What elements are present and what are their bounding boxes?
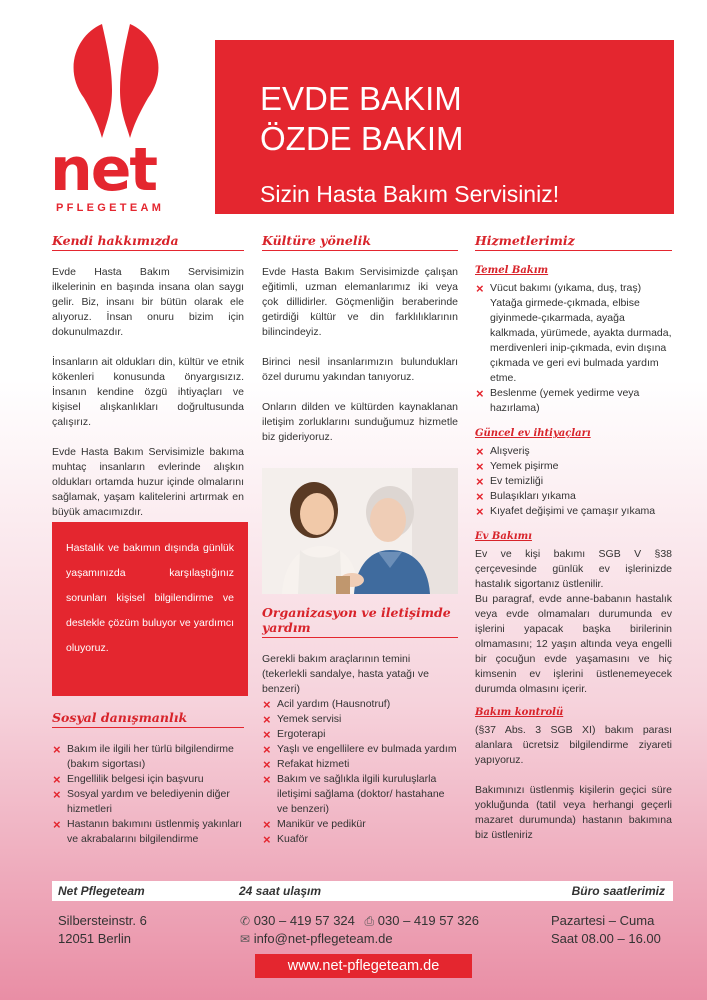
list-item: × Ergoterapi <box>262 727 458 742</box>
header-title-line1: EVDE BAKIM <box>260 80 462 117</box>
header-title-line2: ÖZDE BAKIM <box>260 120 464 157</box>
list-item: × Manikür ve pedikür <box>262 817 458 832</box>
website-link[interactable]: www.net-pflegeteam.de <box>255 954 472 978</box>
social-counseling-list <box>52 742 244 847</box>
list-item: × Yemek servisi <box>262 712 458 727</box>
footer-time: Saat 08.00 – 16.00 <box>551 931 661 946</box>
list-item: × Yaşlı ve engellilere ev bulmada yardım <box>262 742 458 757</box>
footer-email[interactable]: info@net-pflegeteam.de <box>253 931 393 946</box>
list-item: × Engellilik belgesi için başvuru <box>52 772 244 787</box>
culture-paragraph-3: Onların dilden ve kültürden kaynaklanan iletişim zorluklarını sunduğumuz hizmetle biz gideriyoruz. <box>262 401 458 443</box>
about-heading: Kendi hakkımızda <box>52 233 244 251</box>
list-item: × Kuaför <box>262 832 458 847</box>
basic-care-list <box>475 281 672 416</box>
culture-paragraph-2: Birinci nesil insanlarımızın bulundukları özel durumu yakından tanıyoruz. <box>262 356 458 383</box>
care-check-paragraph-2: Bakımınızı üstlenmiş kişilerin geçici süre yokluğunda (tatil veya herhangi geçerli mazaret durumunda) hastanın bakımına biz üstleniriz <box>475 784 672 841</box>
footer-office-hours <box>551 912 661 948</box>
organization-heading: Organizasyon ve iletişimde yardım <box>262 605 458 638</box>
list-item: × Bulaşıkları yıkama <box>475 489 672 504</box>
social-counseling-section <box>52 710 244 847</box>
footer-address <box>58 912 147 948</box>
household-list <box>475 444 672 519</box>
list-item: × Beslenme (yemek yedirme veya hazırlama) <box>475 386 672 416</box>
list-item: × Acil yardım (Hausnotruf) <box>262 697 458 712</box>
footer-fax: 030 – 419 57 326 <box>377 913 479 928</box>
organization-section <box>262 605 458 847</box>
services-section <box>475 233 672 843</box>
about-paragraph-1: Evde Hasta Bakım Servisimizin ilkelerinin en başında insana olan saygı gelir. Biz, insanı bir bütün olarak ele alıyoruz. İnsan onuru bizim için dokunulmazdır. <box>52 266 244 338</box>
footer-24h-label: 24 saat ulaşım <box>239 884 322 898</box>
list-item: × Bakım ile ilgili her türlü bilgilendirme (bakım sigortası) <box>52 742 244 772</box>
header-banner <box>215 40 674 214</box>
home-care-paragraph-2: Bu paragraf, evde anne-babanın hastalık veya evde olmamaları durumunda ev işlerini yapacak başka birilerinin olmamasını; 12 yaşın altında veya engelli bir çocuğun evde yaşamasını ve hiç kimsenin ev işlerini üstlenemeyecek durumda olmasını içerir. <box>475 593 672 695</box>
list-item: × Bakım ve sağlıkla ilgili kuruluşlarla iletişimi sağlama (doktor/ hastahane ve benzeri) <box>262 772 458 817</box>
about-section <box>52 233 244 520</box>
organization-list <box>262 697 458 847</box>
footer-label-bar <box>52 881 673 901</box>
home-care-paragraph-1: Ev ve kişi bakımı SGB V §38 çerçevesinde günlük ev işlerinizde hastalık sigortanız üstlenilir. <box>475 548 672 590</box>
culture-heading: Kültüre yönelik <box>262 233 458 251</box>
footer-office-hours-label: Büro saatlerimiz <box>571 884 665 898</box>
household-subheading: Güncel ev ihtiyaçları <box>475 428 591 439</box>
list-item: × Ev temizliği <box>475 474 672 489</box>
phone-icon: ✆ <box>240 914 251 928</box>
highlight-box: Hastalık ve bakımın dışında günlük yaşamınızda karşılaştığınız sorunları kişisel bilgilendirme ve destekle çözüm buluyor ve yardımcı oluyoruz. <box>52 522 248 696</box>
footer-city: 12051 Berlin <box>58 931 131 946</box>
list-item: × Yemek pişirme <box>475 459 672 474</box>
footer-contact <box>240 912 479 948</box>
services-heading: Hizmetlerimiz <box>475 233 672 251</box>
header-subtitle: Sizin Hasta Bakım Servisiniz! <box>260 181 560 207</box>
about-paragraph-3: Evde Hasta Bakım Servisimizle bakıma muhtaç insanların evlerinde alışkın oldukları ortamda huzur içinde olmalarını sağlamak, yaşam kalitelerini artırmak en büyük amacımızdır. <box>52 446 244 518</box>
culture-paragraph-1: Evde Hasta Bakım Servisimizde çalışan eğitimli, uzman elemanlarımız iki veya çok dillidirler. Göçmenliğin beraberinde getirdiği kültür ve din farklılıklarının bilincindeyiz. <box>262 266 458 338</box>
organization-paragraph: Gerekli bakım araçlarının temini (tekerlekli sandalye, hasta yatağı ve benzeri) <box>262 653 429 695</box>
footer-days: Pazartesi – Cuma <box>551 913 655 928</box>
care-check-subheading: Bakım kontrolü <box>475 707 564 718</box>
logo-subtitle: PFLEGETEAM <box>56 202 165 214</box>
caregiver-photo <box>262 468 458 594</box>
care-check-paragraph-1: (§37 Abs. 3 SGB XI) bakım parası alanlara ücretsiz bilgilendirme ziyareti yapıyoruz. <box>475 724 672 766</box>
culture-section <box>262 233 458 445</box>
fax-icon: ⎙ <box>364 914 375 928</box>
home-care-subheading: Ev Bakımı <box>475 531 532 542</box>
list-item: × Vücut bakımı (yıkama, duş, traş) Yatağa girmede-çıkmada, elbise giyinmede-çıkarmada, ayağa kalkmada, yürümede, ayakta durmada, merdivenleri inip-çıkmada, evin dışına çıkmada ve geri evi bulmada yardım etme. <box>475 281 672 386</box>
logo-wordmark: net <box>50 135 157 205</box>
social-counseling-heading: Sosyal danışmanlık <box>52 710 244 728</box>
heart-icon <box>40 20 210 150</box>
footer-company: Net Pflegeteam <box>58 884 145 898</box>
basic-care-subheading: Temel Bakım <box>475 265 549 276</box>
list-item: × Refakat hizmeti <box>262 757 458 772</box>
footer-street: Silbersteinstr. 6 <box>58 913 147 928</box>
list-item: × Alışveriş <box>475 444 672 459</box>
about-paragraph-2: İnsanların ait oldukları din, kültür ve etnik kökenleri konusunda önyargısızız. İnsanın kendine özgü ihtiyaçları ve kişisel alışkanlıkları doğrultusunda çalışırız. <box>52 356 244 428</box>
list-item: × Sosyal yardım ve belediyenin diğer hizmetleri <box>52 787 244 817</box>
list-item: × Hastanın bakımını üstlenmiş yakınları ve akrabalarını bilgilendirme <box>52 817 244 847</box>
list-item: × Kıyafet değişimi ve çamaşır yıkama <box>475 504 672 519</box>
footer-phone[interactable]: 030 – 419 57 324 <box>253 913 355 928</box>
email-icon: ✉ <box>240 932 251 946</box>
